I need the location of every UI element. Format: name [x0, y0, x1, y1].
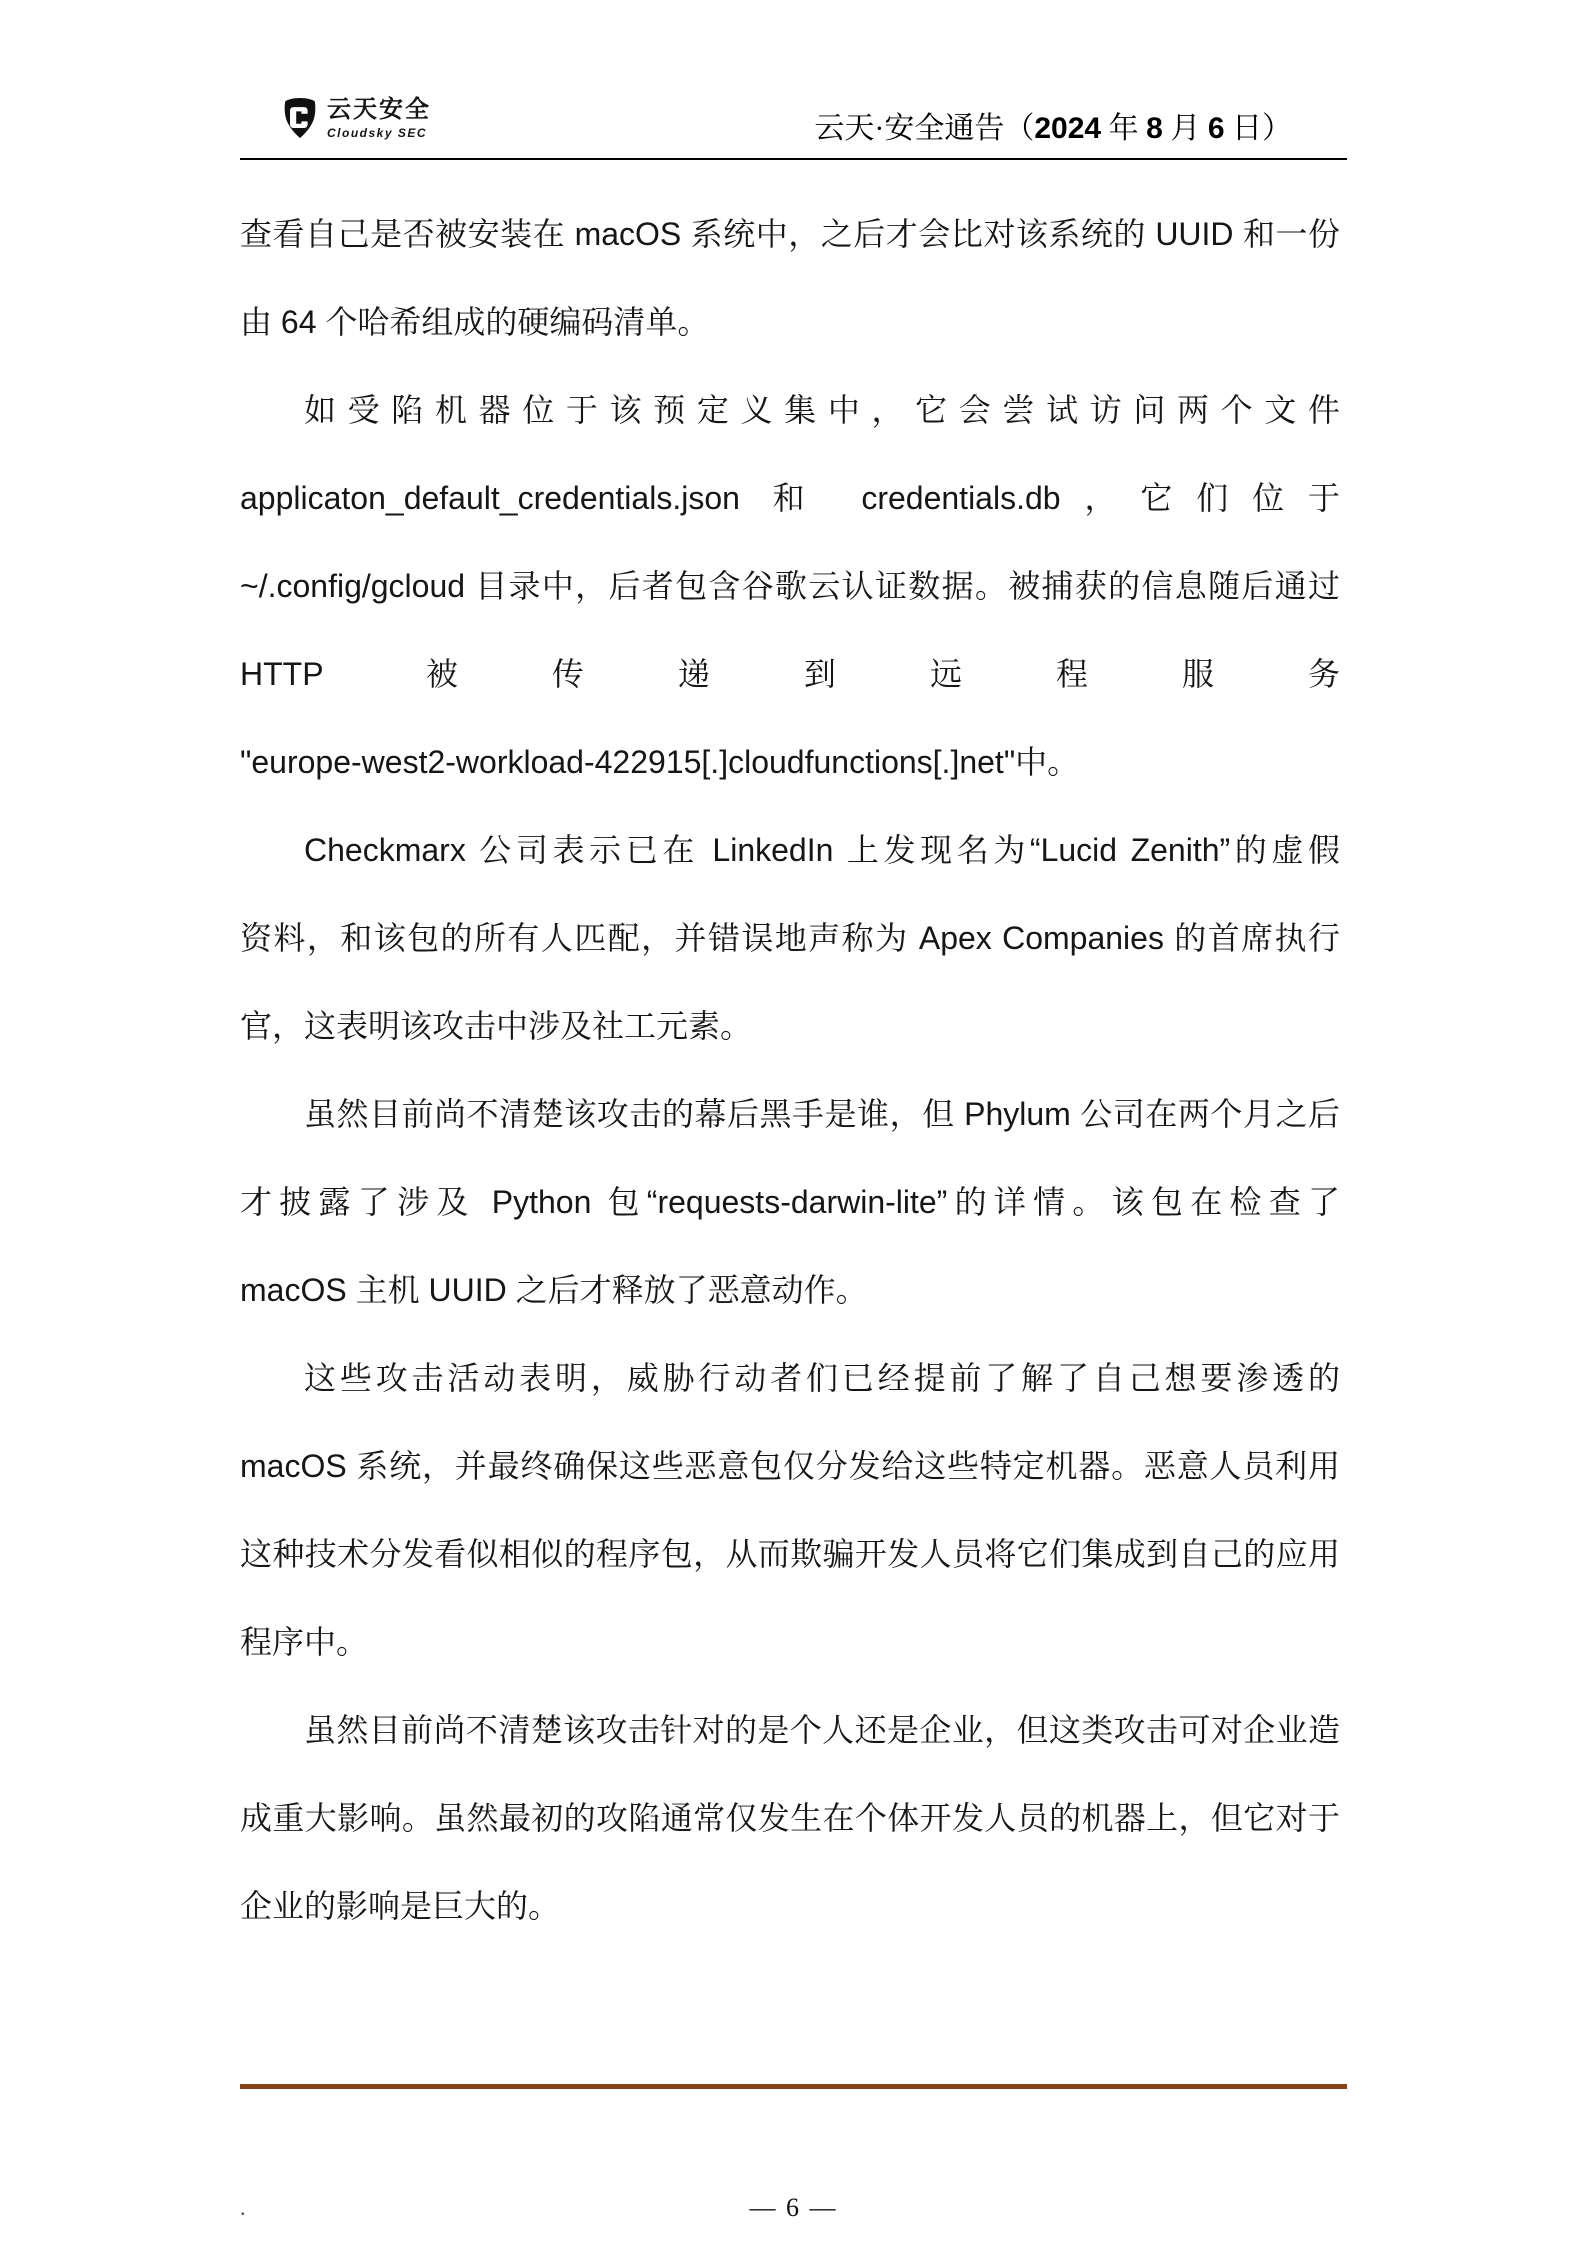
notice-segment: 2024 [1034, 112, 1102, 145]
page-number: — 6 — [749, 2193, 838, 2222]
text-line: 才披露了涉及 Python 包“requests-darwin-lite”的详情。该包在检查了 [240, 1184, 1340, 1220]
notice-segment: 日） [1224, 112, 1292, 145]
text-line: 成重大影响。虽然最初的攻陷通常仅发生在个体开发人员的机器上，但它对于 [240, 1800, 1340, 1836]
footer-left-mark: . [240, 2195, 246, 2220]
text-line: macOS 主机 UUID 之后才释放了恶意动作。 [240, 1272, 868, 1308]
notice-segment: 8 [1146, 112, 1163, 145]
brand-name-cn: 云天安全 [327, 96, 431, 123]
text-line: 由 64 个哈希组成的硬编码清单。 [240, 304, 710, 340]
document-body [240, 190, 1340, 1950]
notice-segment: 年 [1101, 112, 1147, 145]
text-line: HTTP 被传递到远程服务 [240, 656, 1340, 692]
text-line: 虽然目前尚不清楚该攻击针对的是个人还是企业，但这类攻击可对企业造 [304, 1712, 1340, 1748]
text-line: 这种技术分发看似相似的程序包，从而欺骗开发人员将它们集成到自己的应用 [240, 1536, 1340, 1572]
header-notice [240, 109, 1292, 149]
text-line: 查看自己是否被安装在 macOS 系统中，之后才会比对该系统的 UUID 和一份 [240, 216, 1340, 252]
notice-segment: 云天·安全通告（ [814, 112, 1035, 145]
notice-segment: 6 [1207, 112, 1225, 145]
text-line: 如受陷机器位于该预定义集中，它会尝试访问两个文件 [304, 392, 1340, 428]
text-line: 资料，和该包的所有人匹配，并错误地声称为 Apex Companies 的首席执行 [240, 920, 1340, 956]
text-line: Checkmarx 公司表示已在 LinkedIn 上发现名为“Lucid Zenith”的虚假 [304, 832, 1340, 868]
text-line: 官，这表明该攻击中涉及社工元素。 [240, 1008, 753, 1044]
text-line: "europe-west2-workload-422915[.]cloudfunctions[.]net"中。 [240, 744, 1080, 780]
brand-name-en: Cloudsky SEC [327, 126, 428, 140]
text-line: 这些攻击活动表明，威胁行动者们已经提前了解了自己想要渗透的 [304, 1360, 1340, 1396]
text-line: 企业的影响是巨大的。 [240, 1888, 561, 1924]
text-line: 虽然目前尚不清楚该攻击的幕后黑手是谁，但 Phylum 公司在两个月之后 [304, 1096, 1340, 1132]
text-line: applicaton_default_credentials.json 和 credentials.db，它们位于 [240, 480, 1340, 516]
footer-rule [240, 2084, 1347, 2089]
text-line: 程序中。 [240, 1624, 369, 1660]
text-line: macOS 系统，并最终确保这些恶意包仅分发给这些特定机器。恶意人员利用 [240, 1448, 1340, 1484]
notice-segment: 月 [1162, 112, 1208, 145]
header-rule [240, 158, 1347, 160]
text-line: ~/.config/gcloud 目录中，后者包含谷歌云认证数据。被捕获的信息随后通过 [240, 568, 1340, 604]
